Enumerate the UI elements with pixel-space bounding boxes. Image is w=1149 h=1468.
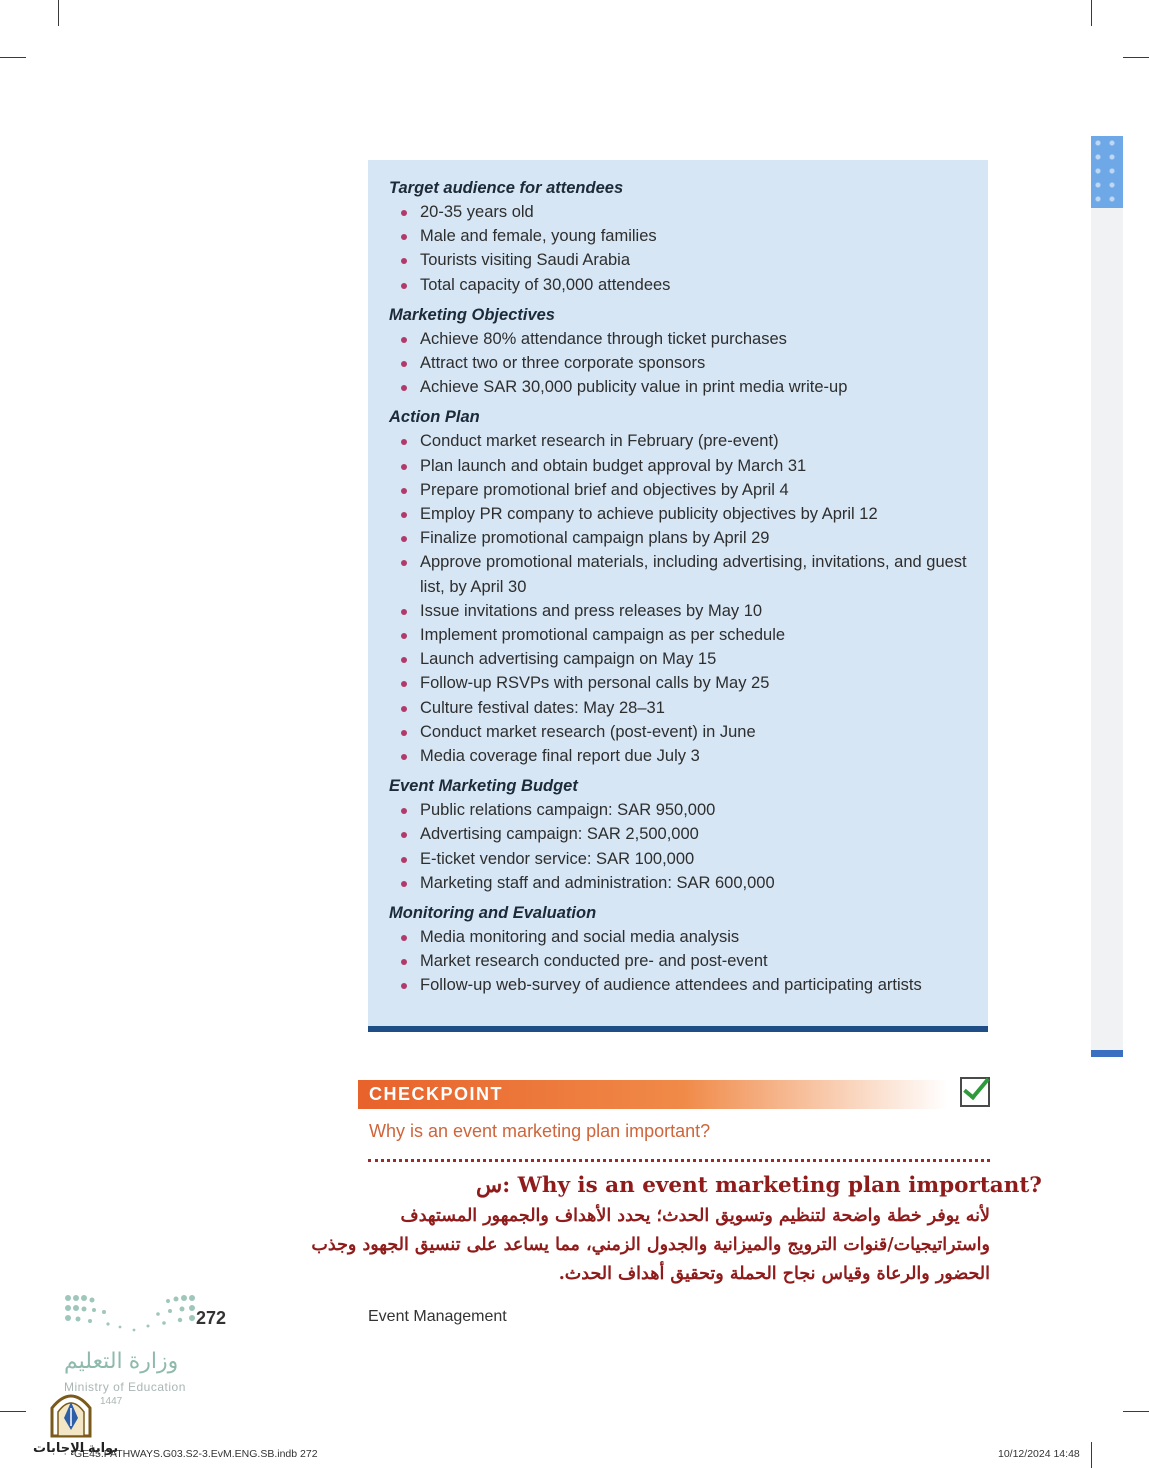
plan-section-action-plan <box>389 405 974 768</box>
checkpoint-banner <box>358 1080 948 1109</box>
list-item: E-ticket vendor service: SAR 100,000 <box>389 847 974 871</box>
list-item: Conduct market research (post-event) in June <box>389 720 974 744</box>
ministry-year: 1447 <box>100 1396 123 1407</box>
list-item: Culture festival dates: May 28–31 <box>389 696 974 720</box>
answer-arabic-line: لأنه يوفر خطة واضحة لتنظيم وتسويق الحدث؛ يحدد الأهداف والجمهور المستهدف <box>400 1206 990 1226</box>
answer-arabic-line: الحضور والرعاة وقياس نجاح الحملة وتحقيق أهداف الحدث. <box>558 1264 990 1284</box>
list-item: Achieve 80% attendance through ticket purchases <box>389 327 974 351</box>
dotted-divider <box>368 1159 990 1162</box>
page-number: 272 <box>196 1308 227 1328</box>
crop-mark <box>1091 1442 1092 1468</box>
list-item: Public relations campaign: SAR 950,000 <box>389 798 974 822</box>
ministry-name-arabic: وزارة التعليم <box>64 1348 179 1373</box>
list-item: Advertising campaign: SAR 2,500,000 <box>389 822 974 846</box>
plan-section-marketing-objectives <box>389 303 974 400</box>
crop-mark <box>1091 0 1092 26</box>
crop-mark <box>1123 57 1149 58</box>
list-item: 20-35 years old <box>389 200 974 224</box>
crop-mark <box>1123 1411 1149 1412</box>
ministry-logo-dots-icon <box>64 1294 198 1338</box>
answer-question-restated: س: Why is an event marketing plan important? <box>476 1173 1042 1198</box>
plan-section-monitoring <box>389 901 974 998</box>
marketing-plan-content <box>389 176 974 1004</box>
book-section-name: Event Management <box>368 1308 507 1325</box>
list-item: Total capacity of 30,000 attendees <box>389 273 974 297</box>
list-item: Employ PR company to achieve publicity objectives by April 12 <box>389 502 974 526</box>
section-heading: Monitoring and Evaluation <box>389 904 597 923</box>
list-item: Marketing staff and administration: SAR 600,000 <box>389 871 974 895</box>
list-item: Attract two or three corporate sponsors <box>389 351 974 375</box>
plan-section-target-audience <box>389 176 974 297</box>
side-tab-strip <box>1091 208 1123 1050</box>
bullet-list <box>389 327 974 400</box>
checkmark-icon <box>960 1077 990 1107</box>
ministry-name-english: Ministry of Education <box>64 1380 186 1394</box>
file-slug: GE45.PATHWAYS.G03.S2-3.EvM.ENG.SB.indb 272 <box>74 1448 318 1460</box>
bullet-list <box>389 798 974 895</box>
list-item: Achieve SAR 30,000 publicity value in print media write-up <box>389 375 974 399</box>
list-item: Male and female, young families <box>389 224 974 248</box>
section-heading: Marketing Objectives <box>389 305 555 324</box>
bullet-list <box>389 429 974 768</box>
side-tab-marker <box>1091 136 1123 208</box>
list-item: Conduct market research in February (pre-event) <box>389 429 974 453</box>
checkpoint-label: CHECKPOINT <box>369 1084 504 1104</box>
list-item: Implement promotional campaign as per schedule <box>389 623 974 647</box>
section-heading: Target audience for attendees <box>389 179 624 197</box>
list-item: Prepare promotional brief and objectives by April 4 <box>389 478 974 502</box>
list-item: Issue invitations and press releases by May 10 <box>389 599 974 623</box>
crop-mark <box>0 1411 26 1412</box>
side-tab-rule <box>1091 1050 1123 1057</box>
list-item: Approve promotional materials, including advertising, invitations, and guest list, by April 30 <box>389 550 974 598</box>
checkpoint-question: Why is an event marketing plan important? <box>369 1121 711 1141</box>
answer-arabic-line: واستراتيجيات/قنوات الترويج والميزانية والجدول الزمني، مما يساعد على تنسيق الجهود وجذب <box>311 1235 990 1255</box>
list-item: Plan launch and obtain budget approval by March 31 <box>389 454 974 478</box>
bullet-list <box>389 925 974 998</box>
crop-mark <box>58 0 59 26</box>
list-item: Media coverage final report due July 3 <box>389 744 974 768</box>
list-item: Market research conducted pre- and post-event <box>389 949 974 973</box>
section-heading: Action Plan <box>389 408 480 427</box>
marketing-plan-box <box>368 160 988 1032</box>
list-item: Follow-up web-survey of audience attendees and participating artists <box>389 973 974 997</box>
list-item: Tourists visiting Saudi Arabia <box>389 248 974 272</box>
site-logo-icon <box>48 1388 94 1438</box>
list-item: Follow-up RSVPs with personal calls by May 25 <box>389 671 974 695</box>
print-timestamp: 10/12/2024 14:48 <box>998 1448 1080 1460</box>
list-item: Launch advertising campaign on May 15 <box>389 647 974 671</box>
section-heading: Event Marketing Budget <box>389 777 578 796</box>
list-item: Finalize promotional campaign plans by April 29 <box>389 526 974 550</box>
bullet-list <box>389 200 974 297</box>
site-name: بوابة الإجابات <box>33 1440 119 1455</box>
crop-mark <box>0 57 26 58</box>
list-item: Media monitoring and social media analysis <box>389 925 974 949</box>
plan-section-event-budget <box>389 774 974 895</box>
